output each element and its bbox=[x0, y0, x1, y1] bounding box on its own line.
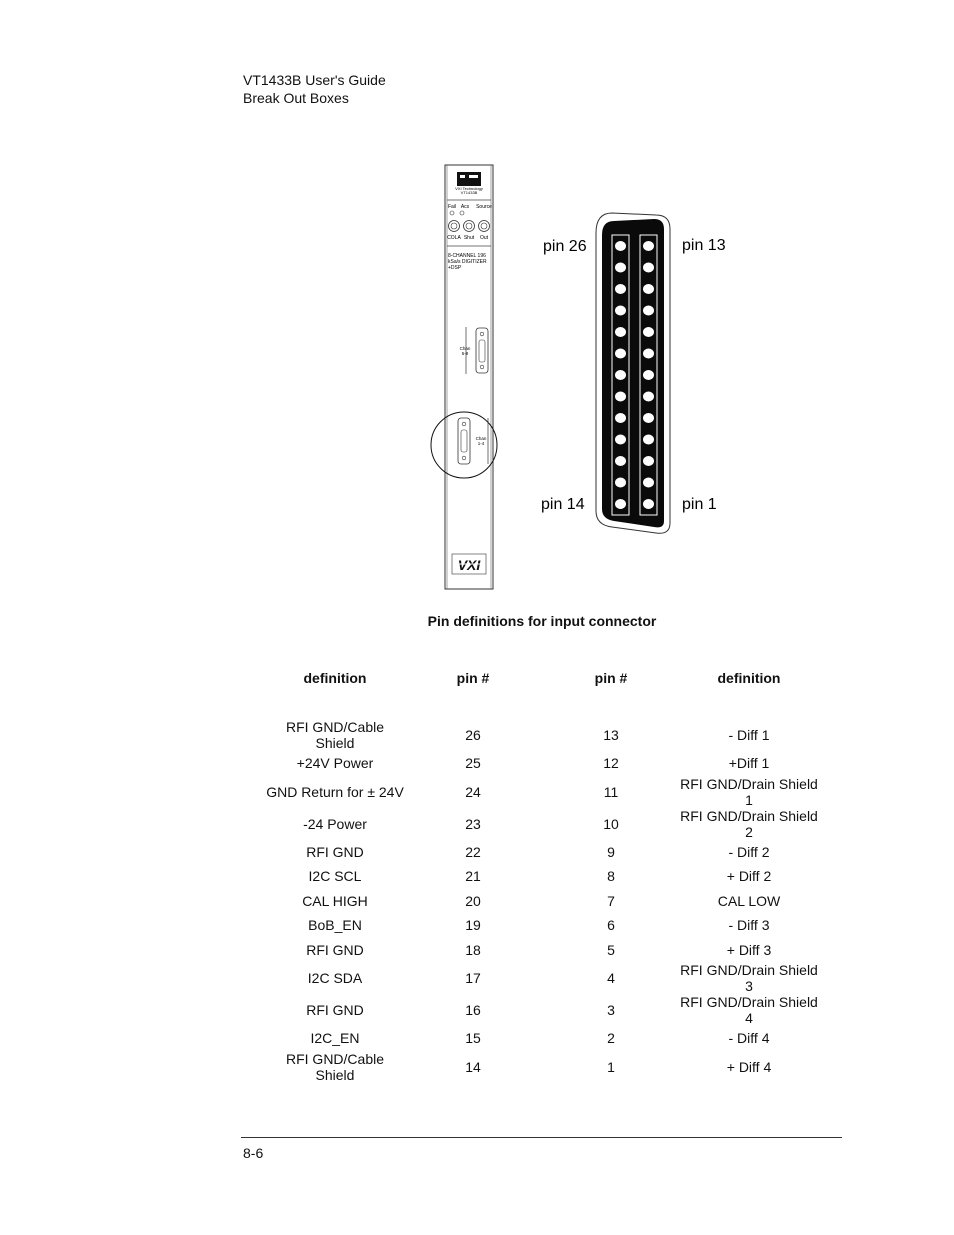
pin-dot-right bbox=[643, 306, 654, 316]
table-row bbox=[266, 913, 818, 938]
panel-description-line2: kSa/s DIGITIZER bbox=[448, 259, 487, 265]
cell-definition-left: GND Return for ± 24V bbox=[266, 783, 404, 800]
table-spacer bbox=[266, 692, 818, 719]
cell-pin-right: 3 bbox=[607, 1002, 615, 1018]
pin-dot-right bbox=[643, 370, 654, 380]
cell-pin-left: 26 bbox=[465, 727, 481, 743]
cell-pin-left: 14 bbox=[465, 1058, 481, 1075]
cell-pin-left: 22 bbox=[465, 843, 481, 860]
pin-dot-left bbox=[615, 327, 626, 337]
upper-connector-label-1: Chan bbox=[459, 346, 471, 351]
section-title: Break Out Boxes bbox=[243, 90, 349, 106]
jack-label-shut: Shut bbox=[463, 235, 475, 241]
pin-dot-right bbox=[643, 284, 654, 294]
cell-pin-left: 17 bbox=[465, 970, 481, 986]
cell-definition-right: + Diff 4 bbox=[726, 1058, 772, 1075]
cell-definition-right: RFI GND/Drain Shield 1 bbox=[680, 775, 818, 808]
table-row bbox=[266, 840, 818, 865]
header-definition-left: definition bbox=[303, 670, 367, 686]
lower-connector-label-1: Chan bbox=[475, 436, 487, 441]
cell-pin-right: 2 bbox=[607, 1030, 615, 1047]
company-logo-icon bbox=[457, 172, 481, 186]
table-body bbox=[266, 692, 818, 1083]
cell-pin-right: 4 bbox=[607, 970, 615, 986]
pin-label-bottom-left: pin 14 bbox=[541, 496, 585, 513]
pin-dot-right bbox=[643, 456, 654, 466]
panel-description-line1: 8-CHANNEL 196 bbox=[448, 253, 486, 259]
cell-definition-left: RFI GND bbox=[306, 1002, 364, 1018]
table-row bbox=[266, 889, 818, 914]
table-row bbox=[266, 808, 818, 840]
cell-pin-right: 1 bbox=[607, 1058, 615, 1075]
cell-definition-left: I2C SDA bbox=[307, 970, 363, 986]
table-header-row bbox=[266, 664, 818, 692]
pin-dot-right bbox=[643, 241, 654, 251]
cell-pin-right: 12 bbox=[603, 755, 619, 772]
page-number: 8-6 bbox=[243, 1145, 264, 1161]
pin-dot-right bbox=[643, 327, 654, 337]
cell-definition-left: RFI GND/Cable Shield bbox=[285, 719, 385, 751]
cell-definition-left: RFI GND/Cable Shield bbox=[285, 1050, 385, 1083]
cell-definition-right: - Diff 4 bbox=[728, 1030, 770, 1047]
cell-definition-left: BoB_EN bbox=[308, 917, 362, 934]
cell-pin-left: 25 bbox=[465, 755, 481, 772]
cell-pin-left: 19 bbox=[465, 917, 481, 934]
pin-definition-table bbox=[266, 664, 818, 1083]
pin-dot-left bbox=[615, 263, 626, 273]
cell-definition-right: RFI GND/Drain Shield 2 bbox=[680, 807, 818, 840]
cell-definition-right: + Diff 3 bbox=[726, 941, 772, 958]
cell-pin-left: 24 bbox=[465, 783, 481, 800]
pin-dot-right bbox=[643, 499, 654, 509]
cell-definition-right: RFI GND/Drain Shield 3 bbox=[680, 962, 818, 994]
cell-pin-right: 11 bbox=[603, 783, 619, 800]
guide-title: VT1433B User's Guide bbox=[243, 72, 386, 88]
cell-pin-right: 8 bbox=[607, 868, 615, 885]
vxi-logo-text: VXI bbox=[457, 557, 481, 573]
cell-definition-left: I2C_EN bbox=[310, 1030, 360, 1047]
cell-pin-left: 18 bbox=[465, 941, 481, 958]
front-panel-illustration bbox=[428, 162, 500, 592]
panel-logo-text: VXI Technology bbox=[455, 186, 483, 191]
pin-dot-right bbox=[643, 435, 654, 445]
pin-dot-left bbox=[615, 499, 626, 509]
cell-pin-right: 7 bbox=[607, 892, 615, 909]
connector-pinout-diagram bbox=[530, 205, 745, 540]
cell-pin-right: 6 bbox=[607, 917, 615, 934]
pin-dot-right bbox=[643, 349, 654, 359]
header-pin-left: pin # bbox=[456, 670, 490, 686]
pin-dot-left bbox=[615, 392, 626, 402]
pin-dot-left bbox=[615, 456, 626, 466]
led-label-acs: Acs bbox=[460, 204, 470, 210]
pin-dot-right bbox=[643, 392, 654, 402]
cell-definition-right: - Diff 1 bbox=[728, 727, 770, 743]
cell-definition-left: RFI GND bbox=[306, 843, 364, 860]
table-row bbox=[266, 1051, 818, 1083]
cell-pin-right: 10 bbox=[603, 815, 619, 832]
pin-dot-left bbox=[615, 413, 626, 423]
pin-dot-left bbox=[615, 241, 626, 251]
pin-dot-left bbox=[615, 349, 626, 359]
footer-rule bbox=[241, 1137, 842, 1138]
cell-pin-right: 5 bbox=[607, 941, 615, 958]
table-row bbox=[266, 962, 818, 994]
table-row bbox=[266, 1026, 818, 1051]
cell-pin-left: 16 bbox=[465, 1002, 481, 1018]
table-row bbox=[266, 938, 818, 963]
jack-label-out: Out bbox=[479, 235, 489, 241]
cell-pin-left: 21 bbox=[465, 868, 481, 885]
led-label-source: Source bbox=[476, 204, 492, 210]
pin-label-top-right: pin 13 bbox=[682, 237, 726, 254]
panel-model: VT1433B bbox=[460, 190, 478, 195]
cell-definition-right: RFI GND/Drain Shield 4 bbox=[680, 994, 818, 1026]
pin-dot-right bbox=[643, 478, 654, 488]
header-pin-right: pin # bbox=[594, 670, 628, 686]
cell-definition-right: - Diff 2 bbox=[728, 843, 770, 860]
cell-definition-left: CAL HIGH bbox=[302, 892, 368, 909]
header-definition-right: definition bbox=[717, 670, 781, 686]
jack-label-cola: COLA bbox=[447, 235, 461, 241]
pin-dot-left bbox=[615, 478, 626, 488]
table-row bbox=[266, 994, 818, 1026]
cell-definition-right: +Diff 1 bbox=[728, 755, 770, 772]
lower-connector-label-2: 1-4 bbox=[477, 441, 485, 446]
pin-label-bottom-right: pin 1 bbox=[682, 496, 717, 513]
table-row bbox=[266, 776, 818, 808]
pin-dot-left bbox=[615, 370, 626, 380]
dsub-shell-body bbox=[602, 219, 664, 527]
cell-pin-left: 20 bbox=[465, 892, 481, 909]
table-row bbox=[266, 719, 818, 751]
pin-dot-left bbox=[615, 284, 626, 294]
cell-definition-left: +24V Power bbox=[296, 755, 374, 772]
upper-connector-label-2: 5-8 bbox=[461, 351, 469, 356]
table-row bbox=[266, 864, 818, 889]
cell-pin-left: 23 bbox=[465, 815, 481, 832]
table-row bbox=[266, 751, 818, 776]
cell-definition-right: + Diff 2 bbox=[726, 868, 772, 885]
cell-definition-right: - Diff 3 bbox=[728, 917, 770, 934]
pin-dot-left bbox=[615, 435, 626, 445]
cell-pin-right: 13 bbox=[603, 727, 619, 743]
cell-pin-left: 15 bbox=[465, 1030, 481, 1047]
led-label-fail: Fail bbox=[447, 204, 457, 210]
table-caption: Pin definitions for input connector bbox=[427, 613, 657, 629]
pin-dot-left bbox=[615, 306, 626, 316]
cell-pin-right: 9 bbox=[607, 843, 615, 860]
cell-definition-left: I2C SCL bbox=[308, 868, 362, 885]
panel-description-line3: +DSP bbox=[448, 265, 462, 271]
pin-dot-right bbox=[643, 413, 654, 423]
pin-dot-right bbox=[643, 263, 654, 273]
pin-label-top-left: pin 26 bbox=[543, 238, 587, 255]
cell-definition-left: -24 Power bbox=[303, 815, 367, 832]
cell-definition-left: RFI GND bbox=[306, 941, 364, 958]
cell-definition-right: CAL LOW bbox=[717, 892, 781, 909]
